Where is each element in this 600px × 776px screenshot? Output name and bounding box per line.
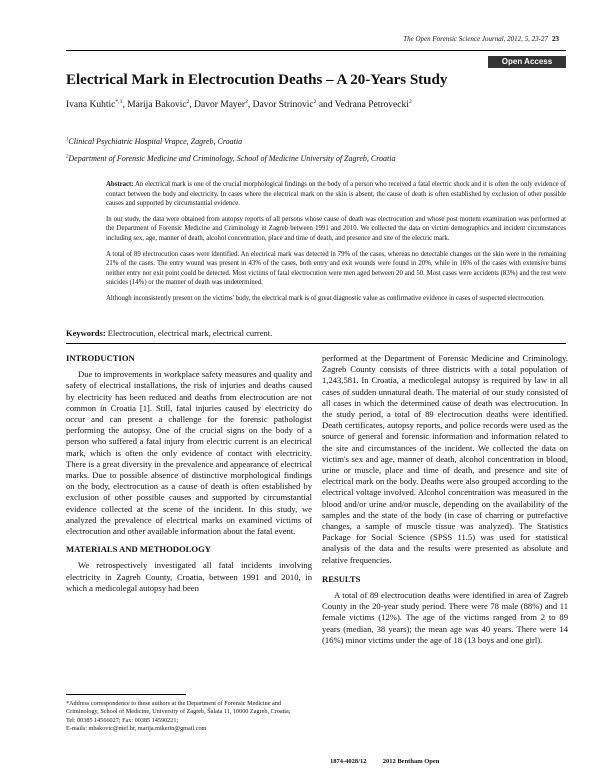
author: Ivana Kuhtic [66,100,116,111]
abstract-p2: In our study, the data were obtained from autopsy reports of all persons whose cause of death was electrocution and whose post mortem examination was performed at the Department of Forensic Medicine and Criminology in Zagreb between 1991 and 2010. We collected the data on victim demographics and incident circumstances including sex, age, manner of death, alcohol concentration, place and time of death, and presence and site of the electric mark. [106,215,566,242]
affiliation-2: $^2$Department of Forensic Medicine and Criminology, School of Medicine University of Zagreb, Croatia [66,154,396,163]
methods-text: We retrospectively investigated all fatal incidents involving electricity in Zagreb County, Croatia, between 1991 and 2010, in which a medicolegal autopsy had been [66,560,312,593]
author-affil: *,1 [115,99,123,105]
author-affil: 2 [313,99,317,105]
author: , Marija Bakovic [122,100,187,111]
author-list [66,99,412,110]
issn-footer: 1874-4028/12 2012 Bentham Open [330,758,440,765]
correspondence-footnote: *Address correspondence to these authors at the Department of Forensic Medicine and Criminology, School of Medicine, University of Zagreb, Šalata 11, 10000 Zagreb, Croatia; Tel: 00385 14566027; Fax: 00385 14590221; E-mails: mbakovic@mef.hr, marija.mikerin@gmail.com [66,700,291,733]
introduction-text: Due to improvements in workplace safety measures and quality and safety of electrical installations, the risk of injuries and deaths caused by electricity has been reduced and deaths from electrocution are not common in Croatia [1]. Still, fatal injuries caused by electricity do occur and can present a challenge for the forensic pathologist performing the autopsy. One of the crucial signs on the body of a person who suffered a fatal injury from electric current is an electrical mark, which is often the only evidence of contact with electricity. There is a great diversity in the prevalence and appearance of electrical marks. Due to possible absence of distinctive morphological findings on the body, electrocution as a cause of death is often established by exclusion of other possible causes and supported by circumstantial evidence collected at the scene of the incident. In this study, we analyzed the prevalence of electrical marks on examined victims of electrocution and other available information about the fatal event. [66,369,312,537]
page-number: 23 [552,35,559,43]
left-column [66,353,312,594]
abstract-p3: A total of 89 electrocution cases were identified. An electrical mark was detected in 79% of the cases, whereas no detectable changes on the skin were in the remaining 21% of the cases. The entry wound was present in 43% of the cases, both entry and exit wounds were found in 20%, while in 16% of the cases with extensive burns neither entry nor exit point could be detected. Most victims of fatal electrocution were men aged between 20 and 50. Most cases were accidents (83%) and the rest were suicides (14%) or the manner of death was undetermined. [106,250,566,287]
results-text: A total of 89 electrocution deaths were identified in area of Zagreb County in the 20-year study period. There were 78 male (88%) and 11 female victims (12%). The age of the victims ranged from 2 to 89 years (median, 38 years); the mean age was 40 years. There were 14 (16%) minor victims under the age of 18 (13 boys and one girl). [322,590,568,645]
author: and Vedrana Petrovecki [316,100,409,111]
abstract-p4: Although inconsistently present on the victims' body, the electrical mark is of great diagnostic value as confirmative evidence in cases of suspected electrocution. [106,294,545,302]
right-column [322,353,568,646]
author: , Davor Strinovic [247,100,314,111]
results-heading: RESULTS [322,573,361,584]
author-affil: 2 [186,99,190,105]
affiliation-1: $^1$Clinical Psychiatric Hospital Vrapce, Zagreb, Croatia [66,137,243,146]
author-affil: 2 [408,99,412,105]
paper-title: Electrical Mark in Electrocution Deaths – A 20-Years Study [66,72,448,88]
author: , Davor Mayer [189,100,246,111]
keywords-label: Keywords: [66,328,106,338]
abstract [106,180,566,304]
abstract-p1: Abstract: An electrical mark is one of the crucial morphological findings on the body of a person who received a fatal electric shock and it is often the only evidence of contact between the body and electricity. In cases where the electrical mark on the skin is absent, the cause of death is often established by exclusion of other possible causes and supported by circumstantial evidence. [106,181,567,208]
open-access-badge: Open Access [488,56,566,68]
journal-citation: The Open Forensic Science Journal, 2012, 5, 23-27 [403,35,548,43]
section-rule [66,343,566,344]
introduction-heading: INTRODUCTION [66,353,135,363]
keywords: Keywords: Electrocution, electrical mark, electrical current. [66,328,273,338]
header-rule [66,50,566,51]
author-affil: 2 [245,99,248,105]
methods-heading: MATERIALS AND METHODOLOGY [66,544,211,555]
methods-continued: performed at the Department of Forensic Medicine and Criminology. Zagreb County consists of three districts with a total population of 1,243,581. In Croatia, a medicolegal autopsy is required by law in all cases of sudden unnatural death. The material of our study consisted of all cases in which the determined cause of death was electrocution. In the study period, a total of 89 electrocution deaths were identified. Death certificates, autopsy reports, and police records were used as the source of general and forensic information and information related to the site and circumstances of the incident. We collected the data on victim's sex and age, manner of death, alcohol concentration in blood, urine or muscle, place and time of death, and presence and site of electrical mark on the body. Deaths were also grouped according to the electrical voltage involved. Alcohol concentration was measured in the blood and/or urine and/or muscle, depending on the availability of the samples and the state of the body (in case of charring or putrefactive changes, a sample of muscle tissue was analyzed). The Statistics Package for Social Science (SPSS 11.5) was used for statistical analysis of the data and the results were presented as absolute and relative frequencies. [322,353,568,565]
footnote-rule [66,694,186,695]
abstract-label: Abstract: [106,181,134,188]
